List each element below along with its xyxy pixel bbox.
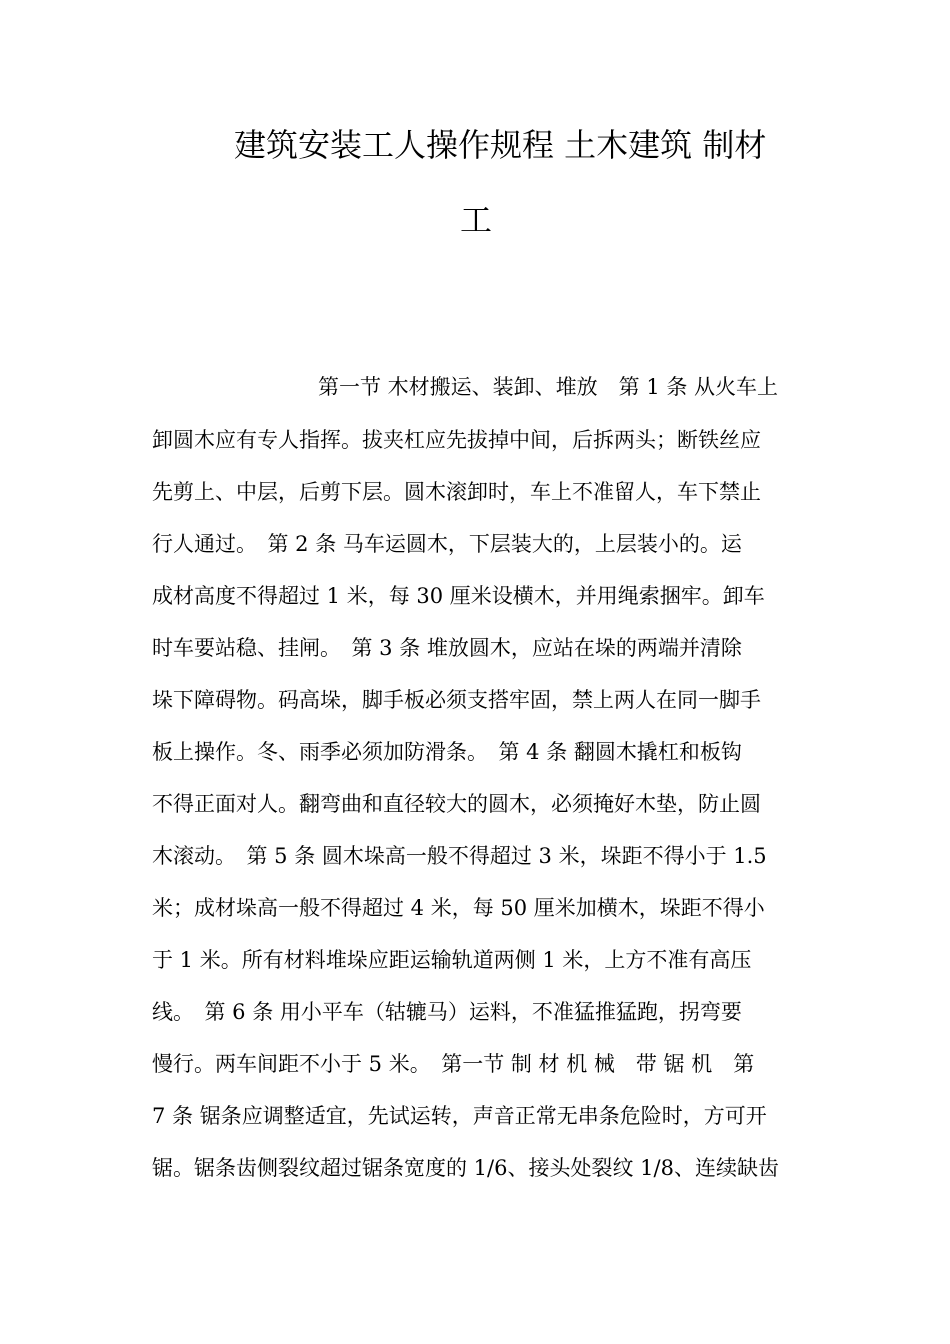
body-line-9: 不得正面对人。翻弯曲和直径较大的圆木，必须掩好木垫，防止圆 [152,792,761,816]
body-line-5: 成材高度不得超过 1 米，每 30 厘米设横木，并用绳索捆牢。卸车 [152,584,765,608]
body-line-14: 慢行。两车间距不小于 5 米。 第一节 制 材 机 械 带 锯 机 第 [152,1052,755,1076]
document-title-line-2: 工 [460,201,493,239]
body-line-10: 木滚动。 第 5 条 圆木垛高一般不得超过 3 米，垛距不得小于 1.5 [152,844,767,868]
body-line-3: 先剪上、中层，后剪下层。圆木滚卸时，车上不准留人，车下禁止 [152,480,761,504]
body-line-8: 板上操作。冬、雨季必须加防滑条。 第 4 条 翻圆木撬杠和板钩 [152,740,742,764]
body-line-12: 于 1 米。所有材料堆垛应距运输轨道两侧 1 米，上方不准有高压 [152,948,752,972]
body-line-11: 米；成材垛高一般不得超过 4 米，每 50 厘米加横木，垛距不得小 [152,896,765,920]
body-line-1: 第一节 木材搬运、装卸、堆放 第 1 条 从火车上 [318,375,779,399]
body-line-2: 卸圆木应有专人指挥。拔夹杠应先拔掉中间，后拆两头；断铁丝应 [152,428,761,452]
document-title-line-1: 建筑安装工人操作规程 土木建筑 制材 [234,126,767,164]
body-line-16: 锯。锯条齿侧裂纹超过锯条宽度的 1/6、接头处裂纹 1/8、连续缺齿 [152,1156,779,1180]
body-line-13: 线。 第 6 条 用小平车（轱辘马）运料，不准猛推猛跑，拐弯要 [152,1000,742,1024]
body-line-7: 垛下障碍物。码高垛，脚手板必须支搭牢固，禁上两人在同一脚手 [152,688,761,712]
body-line-15: 7 条 锯条应调整适宜，先试运转，声音正常无串条危险时，方可开 [152,1104,767,1128]
body-line-6: 时车要站稳、挂闸。 第 3 条 堆放圆木，应站在垛的两端并清除 [152,636,742,660]
body-line-4: 行人通过。 第 2 条 马车运圆木，下层装大的，上层装小的。运 [152,532,742,556]
